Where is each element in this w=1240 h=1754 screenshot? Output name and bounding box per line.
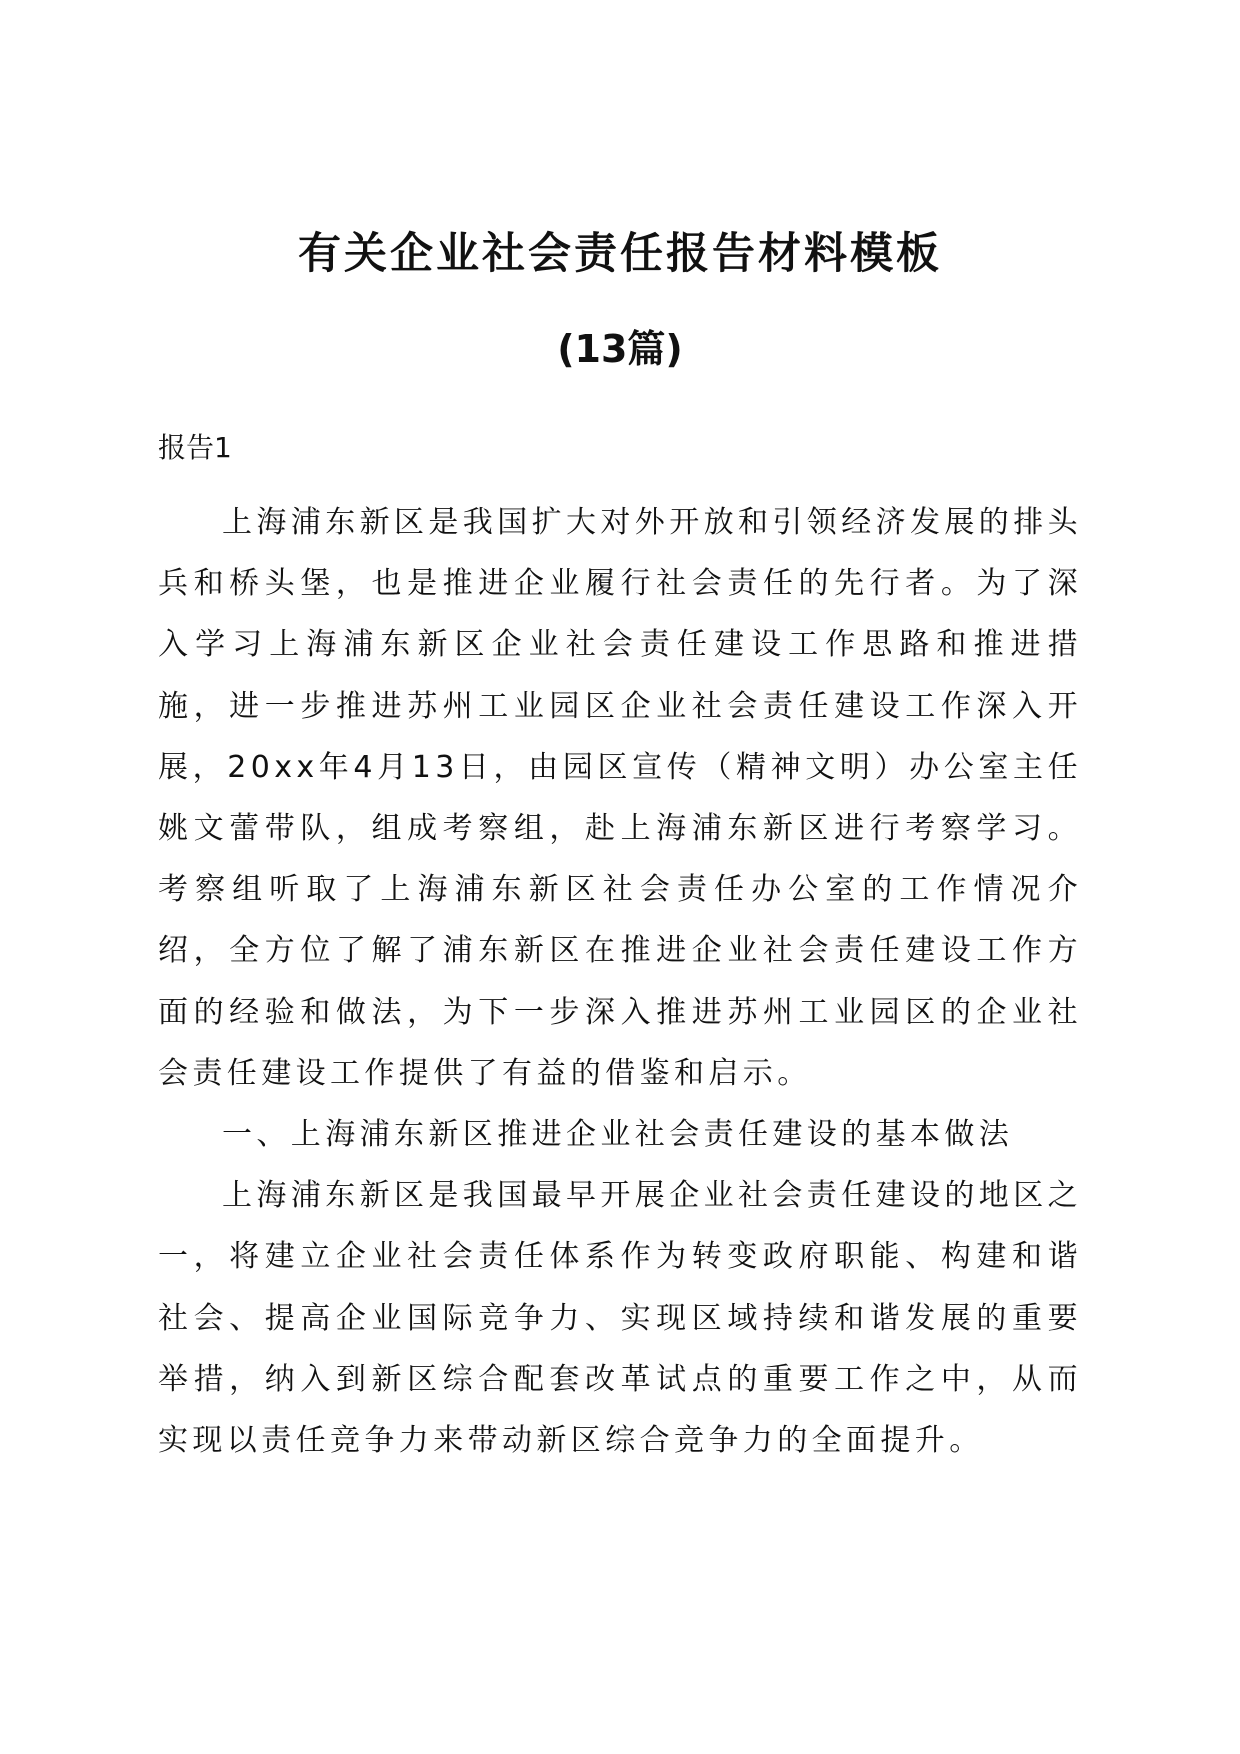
paragraph-practice: 上海浦东新区是我国最早开展企业社会责任建设的地区之一，将建立企业社会责任体系作为转变政府职能、构建和谐社会、提高企业国际竞争力、实现区域持续和谐发展的重要举措，纳入到新区综合配套改革试点的重要工作之中，从而实现以责任竞争力来带动新区综合竞争力的全面提升。 xyxy=(158,1178,1082,1459)
document-body xyxy=(158,492,1082,1471)
document-title: 有关企业社会责任报告材料模板 xyxy=(298,229,942,279)
paragraph-intro: 上海浦东新区是我国扩大对外开放和引领经济发展的排头兵和桥头堡，也是推进企业履行社会责任的先行者。为了深入学习上海浦东新区企业社会责任建设工作思路和推进措施，进一步推进苏州工业园区企业社会责任建设工作深入开展，20xx年4月13日，由园区宣传（精神文明）办公室主任姚文蕾带队，组成考察组，赴上海浦东新区进行考察学习。考察组听取了上海浦东新区社会责任办公室的工作情况介绍，全方位了解了浦东新区在推进企业社会责任建设工作方面的经验和做法，为下一步深入推进苏州工业园区的企业社会责任建设工作提供了有益的借鉴和启示。 xyxy=(158,505,1082,1091)
section-label: 报告1 xyxy=(158,431,232,464)
document-subtitle: (13篇) xyxy=(557,327,683,371)
section-heading: 一、上海浦东新区推进企业社会责任建设的基本做法 xyxy=(222,1117,1014,1153)
